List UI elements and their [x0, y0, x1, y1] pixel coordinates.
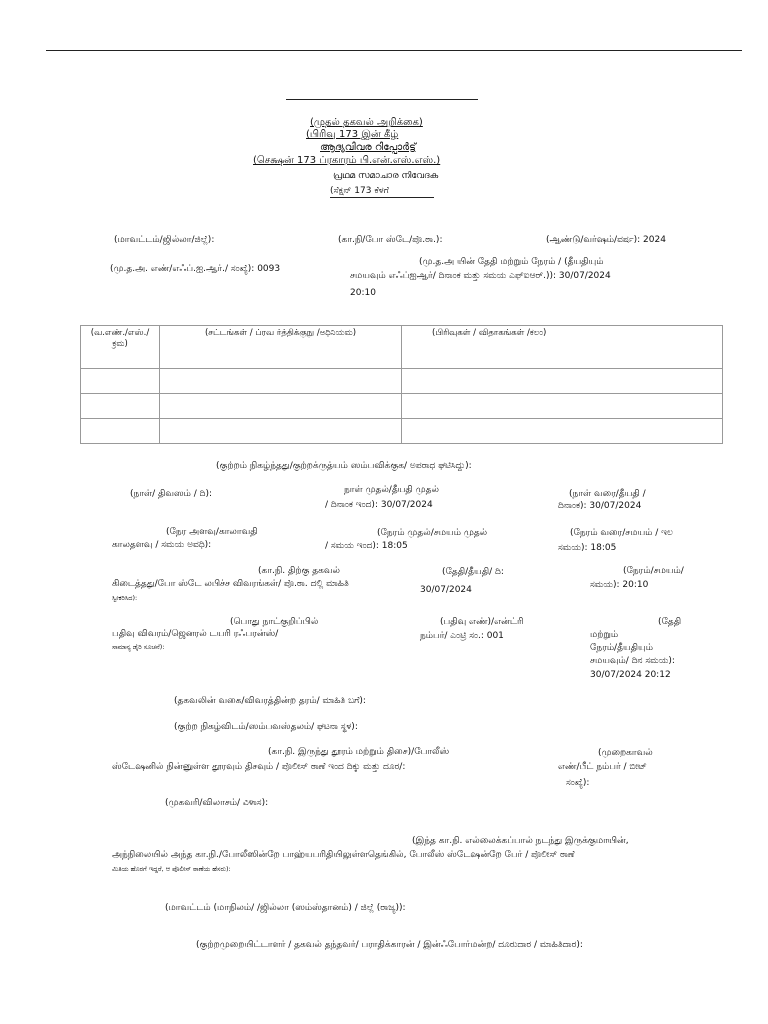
- date-from-line-2: / ದಿನಾಂಕ ಇಂದ): 30/07/2024: [325, 500, 433, 510]
- table-cell: [81, 369, 160, 394]
- top-rule: [46, 50, 742, 51]
- complainant-label: (குற்றமுறையிட்டாளர் / தகவல் தந்தவர்/ பராதிக்காரன் / இன்ஃபோர்மன்ற/ ದೂರುದಾರ / ಮಾಹಿತಿದಾರ):: [196, 940, 583, 950]
- time-period-line-1: (நேர அளவு/காலாவதி: [166, 527, 258, 537]
- beat-line-2: எண்/பீட் நம்பர் / ಬೀಟ್: [558, 762, 647, 772]
- time-to-line-2: ಸಮಯ): 18:05: [558, 543, 617, 553]
- info-received-line-1: (கா.நி. திற்கு தகவல்: [258, 566, 341, 576]
- table-cell: [402, 369, 723, 394]
- address-label: (முகவரி/விலாசம்/ ವಿಳಾಸ):: [165, 798, 269, 808]
- title-line-3: ആദ്യവിവര റിപ്പോർട്ട്: [320, 142, 416, 153]
- column-header-sno: (வ.எண்./எஸ்./ ಕ್ರಮ): [81, 326, 160, 369]
- title-line-4: (செக்ஷன் 173 ப்ரகாரம் பி.என்.எஸ்.எஸ்.): [253, 155, 441, 166]
- outside-limits-line-1: (இந்த கா.நி. எல்லைக்கப்பால் நடந்து இருக்குமாயின்,: [412, 836, 629, 846]
- gd-datetime-value: 30/07/2024 20:12: [590, 670, 671, 680]
- table-cell: [160, 394, 402, 419]
- date-to-line-2: ದಿನಾಂಕ): 30/07/2024: [558, 501, 642, 511]
- state-district-label: (மாவட்டம் (மாநிலம்/ /ஜில்லா (ஸம்ஸ்தானம்) / ಜಿಲ್ಲೆ (ರಾಜ್ಯ)):: [165, 903, 406, 913]
- fir-number: (மு.த.அ. எண்/எஃப்.ஐ.ஆர்./ ಸಂಖ್ಯೆ): 0093: [110, 264, 281, 274]
- table-cell: [402, 419, 723, 444]
- district-label: (மாவட்டம்/ஜில்லா/ಜಿಲ್ಲೆ):: [114, 235, 215, 245]
- gd-datetime-line-1: (தேதி: [658, 617, 682, 627]
- info-received-line-2: கிடைத்தது/போ ஸ்டே லபிச்ச விவரங்கள்/ ಪೊ.ಠಾ. ದಲ್ಲಿ ಮಾಹಿತಿ: [112, 579, 349, 589]
- table-cell: [81, 394, 160, 419]
- info-received-date: 30/07/2024: [420, 585, 472, 595]
- acts-sections-table: [80, 325, 723, 444]
- title-underline: [330, 197, 434, 198]
- time-from-line-1: (நேரம் முதல்/சமயம் முதல்: [377, 528, 488, 538]
- occurrence-day: (நாள்/ திவஸம் / ದಿ):: [130, 489, 213, 499]
- time-period-line-2: காலதளவு / ಸಮಯ ಅವಧಿ):: [112, 540, 212, 550]
- title-rule: [286, 99, 478, 100]
- table-cell: [160, 419, 402, 444]
- gd-datetime-line-4: சமயவும்/ ದಿನ ಸಮಯ):: [590, 656, 675, 666]
- title-line-6: (ಸೆಕ್ಷನ್ 173 ಕೆಳಗೆ: [330, 186, 389, 196]
- info-received-line-3: ಸ್ವೀಕರಿಸಿದ):: [112, 594, 138, 602]
- distance-line-2: ஸ்டேஷனில் நின்னுள்ள தூரவும் திசவும் / ಪೊಲೀಸ್ ಠಾಣೆ ಇಂದ ದಿಕ್ಕು ಮತ್ತು ದೂರ/:: [112, 762, 406, 772]
- police-station-label: (கா.நி/போ ஸ்டே/ಪೊ.ಠಾ.):: [338, 235, 443, 245]
- column-header-sections: (பிரிவுகள் / விதாகங்கள் /ಕಲಂ): [402, 326, 723, 369]
- outside-limits-line-3: ಮಿತಿಯ ಹೊರಗೆ ಇದ್ದರೆ, ಆ ಪೊಲೀಸ್ ಠಾಣೆಯ ಹೆಸರು):: [112, 865, 231, 873]
- distance-line-1: (கா.நி. இருந்து தூரம் மற்றும் திசை)/போலீஸ்: [268, 747, 450, 757]
- table-cell: [402, 394, 723, 419]
- info-received-time-label: (நேரம்/சமயம்/: [623, 566, 684, 576]
- gd-ref-line-1: (பொது நாட்குறிப்பில்: [230, 617, 319, 627]
- title-line-5: പ്രഥമ സമാചാര നിവേദക: [333, 171, 439, 181]
- gd-entry-line-2: நம்பர்/ ಎಂಟ್ರಿ ಸಂ.: 001: [420, 631, 504, 641]
- gd-datetime-line-2: மற்றும்: [590, 630, 619, 640]
- date-to-line-1: (நாள் வரை/தீயதி /: [569, 489, 646, 499]
- fir-datetime-line-2: சமயவும் எஃப்ஐஆர்/ ದಿನಾಂಕ ಮತ್ತು ಸಮಯ ಎಫ್ಐಆರ್.)): 30/07/2024: [350, 271, 611, 281]
- column-header-acts: (சட்டங்கள் / ப்ரவ ர்த்திக்குநு /ಅಧಿನಿಯಮ): [160, 326, 402, 369]
- year-field: (ஆண்டு/வர்ஷம்/ವರ್ಷ): 2024: [546, 235, 666, 245]
- table-cell: [160, 369, 402, 394]
- beat-line-3: ಸಂಖ್ಯೆ):: [566, 778, 590, 788]
- fir-datetime-line-3: 20:10: [350, 288, 376, 298]
- gd-ref-line-2: பதிவு விவரம்/ஜெனரல் டயரி ரஃபரன்ஸ்/: [112, 629, 279, 639]
- table-cell: [81, 419, 160, 444]
- date-from-line-1: நாள் முதல்/தீயதி முதல்: [344, 485, 439, 495]
- gd-ref-line-3: ಸಾಮಾನ್ಯ ಡೈರಿ ಸೂಚನೆ):: [112, 643, 165, 651]
- info-type-label: (தகவலின் வகை/விவரத்தின்ற தரம்/ ಮಾಹಿತಿ ಬಗೆ):: [174, 696, 366, 706]
- table-header-row: [81, 326, 723, 369]
- time-from-line-2: / ಸಮಯ ಇಂದ): 18:05: [325, 541, 408, 551]
- gd-entry-line-1: (பதிவு எண்)/என்ட்ரி: [440, 617, 524, 627]
- table-row: [81, 394, 723, 419]
- info-received-time: ಸಮಯ): 20:10: [590, 580, 649, 590]
- fir-datetime-line-1: (மு.த.அ யின் தேதி மற்றும் நேரம் / (தீயதியும்: [419, 257, 604, 267]
- time-to-line-1: (நேரம் வரை/சமயம் / ಇಲ: [570, 528, 673, 538]
- title-line-2: (பிரிவு 173 இன் கீழ்: [306, 129, 399, 140]
- outside-limits-line-2: அந்நிலையில் அந்த கா.நி./போலீஸின்றே பாஹ்யபரிதியிலுள்ளதெங்கில், போலீஸ் ஸ்டேஷன்றே பேர் / ಪೊಲೀಸ್ ಠಾಣೆ: [112, 850, 575, 860]
- gd-datetime-line-3: நேரம்/தீயதியும்: [590, 643, 653, 653]
- info-received-date-label: (தேதி/தீயதி/ ದಿ:: [442, 567, 504, 577]
- table-row: [81, 369, 723, 394]
- occurrence-heading: (குற்றம் நிகழ்ந்தது/குற்றக்ருத்யம் ஸம்பவிக்குக/ ಅಪರಾಧ ಘಟಿಸಿದ್ದು):: [216, 461, 472, 471]
- table-row: [81, 419, 723, 444]
- title-line-1: (முதல் தகவல் அறிக்கை): [310, 117, 423, 128]
- place-of-occurrence-label: (குற்ற நிகழ்விடம்/ஸம்பவஸ்தலம்/ ಘಟನಾ ಸ್ಥಳ):: [174, 722, 358, 732]
- beat-line-1: (முறைகாவல்: [598, 748, 653, 758]
